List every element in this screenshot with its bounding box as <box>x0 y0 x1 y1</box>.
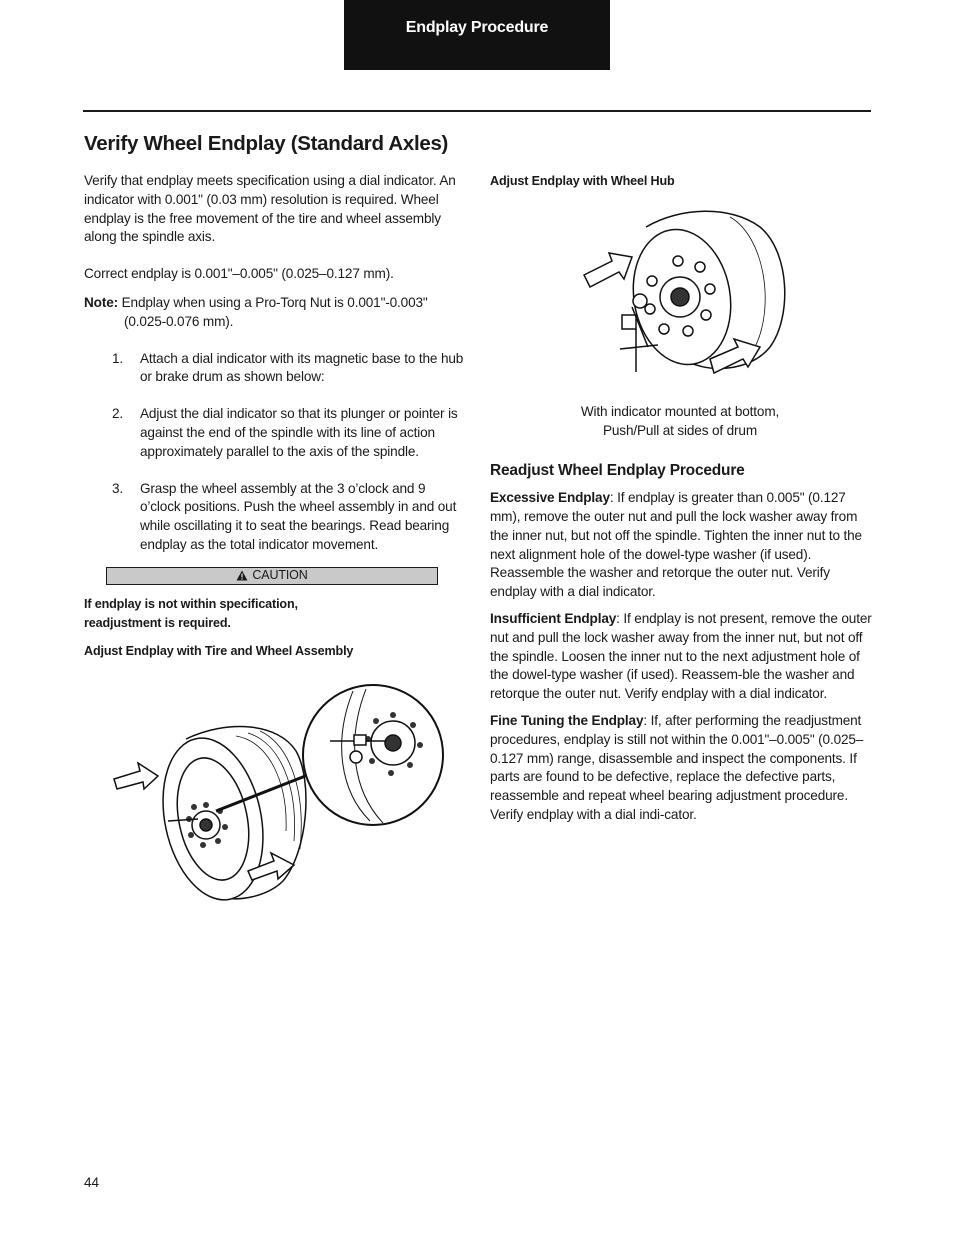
fine-tuning-label: Fine Tuning the Endplay <box>490 712 644 728</box>
step-number: 3. <box>112 480 124 496</box>
note-paragraph <box>84 294 464 332</box>
step-3 <box>84 480 464 555</box>
readjust-heading: Readjust Wheel Endplay Procedure <box>490 462 745 480</box>
tire-wheel-assembly-figure <box>108 681 468 905</box>
insufficient-endplay-paragraph <box>490 610 874 704</box>
tire-wheel-heading: Adjust Endplay with Tire and Wheel Assembly <box>84 644 354 659</box>
note-text: Endplay when using a Pro-Torq Nut is 0.001"-0.003" (0.025-0.076 mm). <box>121 294 428 329</box>
caption-line-1: With indicator mounted at bottom, <box>580 403 780 419</box>
step-number: 2. <box>112 406 124 422</box>
intro-paragraph: Verify that endplay meets specification using a dial indicator. An indicator with 0.001" (0.03 mm) resolution is required. Wheel endplay is the free movement of the tire and wheel assembly along the spindle axis. <box>84 173 456 245</box>
insufficient-text: : If endplay is not present, remove the outer nut and pull the lock washer away from the inner nut, but not off the spindle. Loosen the inner nut to the next adjustment hole of the dowel-type washer (if used). Reassem-ble the washer and retorque the outer nut. Verify endplay with a dial indicator. <box>490 610 872 702</box>
left-column <box>84 172 464 905</box>
caution-text <box>84 595 464 633</box>
step-1 <box>84 350 464 388</box>
right-column <box>490 172 874 825</box>
caution-text-line-1: If endplay is not within specification, <box>84 596 298 611</box>
caution-text-line-2: readjustment is required. <box>84 615 231 630</box>
caution-label: CAUTION <box>252 568 308 583</box>
step-text: Attach a dial indicator with its magnetic base to the hub or brake drum as shown below: <box>140 350 464 385</box>
fine-tuning-text: : If, after performing the readjustment procedures, endplay is still not within the 0.001"–0.005" (0.025–0.127 mm) range, disassemble and inspect the components. If parts are found to be defective, replace the defective parts, reassemble and repeat wheel bearing adjustment procedure. Verify endplay with a dial indi-cator. <box>490 712 864 822</box>
step-2 <box>84 405 464 461</box>
header-rule <box>83 110 871 112</box>
fine-tuning-paragraph <box>490 712 874 825</box>
step-text: Adjust the dial indicator so that its plunger or pointer is against the end of the spindle with its line of action approximately parallel to the axis of the spindle. <box>140 406 458 459</box>
wheel-hub-heading: Adjust Endplay with Wheel Hub <box>490 174 675 188</box>
excessive-text: : If endplay is greater than 0.005" (0.127 mm), remove the outer nut and pull the lock washer away from the inner nut, but not off the spindle. Tighten the inner nut to the next alignment hole of the dowel-type washer (if used). Reassemble the washer and retorque the outer nut. Verify endplay with a dial indicator. <box>490 490 862 600</box>
step-text: Grasp the wheel assembly at the 3 o’clock and 9 o’clock positions. Push the wheel assembly in and out while oscillating it to seat the bearings. Read bearing endplay as the total indicator movement. <box>140 480 457 552</box>
wheel-hub-figure <box>580 197 800 387</box>
hub-figure-caption <box>490 403 870 441</box>
page-title: Verify Wheel Endplay (Standard Axles) <box>84 132 449 155</box>
insufficient-label: Insufficient Endplay <box>490 610 617 626</box>
caution-banner <box>106 567 438 585</box>
correct-endplay-text: Correct endplay is 0.001"–0.005" (0.025–0.127 mm). <box>84 266 394 282</box>
caption-line-2: Push/Pull at sides of drum <box>602 422 757 438</box>
page-number: 44 <box>84 1175 100 1190</box>
excessive-endplay-paragraph <box>490 489 874 602</box>
excessive-label: Excessive Endplay <box>490 490 610 506</box>
section-header-tab: Endplay Procedure <box>344 0 610 70</box>
step-number: 1. <box>112 350 124 366</box>
warning-triangle-icon <box>236 570 248 581</box>
note-label: Note: <box>84 294 118 310</box>
